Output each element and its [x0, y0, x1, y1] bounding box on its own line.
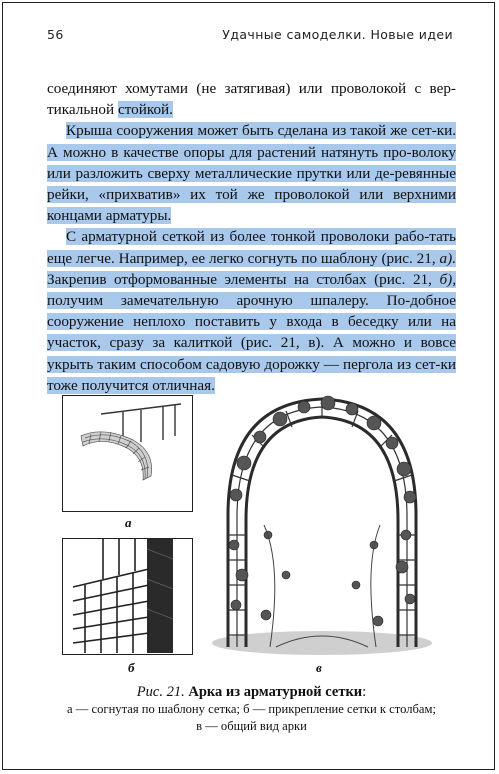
paragraph-1 [47, 78, 456, 120]
bent-mesh-illustration [63, 396, 191, 510]
figure-caption [47, 684, 456, 735]
figure-panel-b [62, 538, 193, 655]
paragraph-3 [47, 226, 456, 396]
paragraph-1-plain: соединяют хомутами (не затягивая) или проволокой с вер-тикальной [47, 80, 456, 119]
figure-number: Рис. 21. [136, 684, 185, 700]
caption-title-line [47, 684, 456, 701]
panel-label-v: в [316, 660, 322, 675]
paragraph-2 [47, 120, 456, 226]
panel-label-a: а [125, 515, 132, 530]
arch-illustration [206, 385, 438, 660]
page-number: 56 [47, 27, 64, 42]
paragraph-3-highlight [47, 228, 456, 393]
body-text [47, 78, 456, 396]
paragraph-1-highlight: стойкой. [117, 101, 173, 119]
caption-description-1: а — согнутая по шаблону сетка; б — прикрепление сетки к столбам; [67, 702, 436, 716]
figure-panel-a [62, 395, 193, 512]
figure-ref-b: б), [439, 270, 456, 288]
figure-panel-v [206, 385, 438, 660]
paragraph-2-highlight: Крыша сооружения может быть сделана из такой же сет-ки. А можно в качестве опоры для растений натянуть про-волоку или разложить сверху металлические прутки или де-ревянные рейки, «прихватив» их той же проволокой или верхними концами арматуры. [47, 122, 456, 225]
figure-title: Арка из арматурной сетки [188, 684, 363, 700]
figure-title-suffix: : [362, 684, 367, 700]
caption-description-2: в — общий вид арки [196, 719, 307, 733]
paragraph-3-part1: С арматурной сеткой из более тонкой проволоки рабо-тать еще легче. Например, ее легко согнуть по шаблону (рис. 21, [47, 228, 456, 267]
paragraph-3-part3: получим замечательную арочную шпалеру. По-добное сооружение неплохо поставить у входа в беседку или на участок, сразу за калиткой (рис. 21, в). А можно и вовсе укрыть таким способом садовую дорожку — пергола из сет-ки тоже получится отличная. [47, 292, 456, 394]
figure-ref-a: а). [439, 249, 456, 267]
paragraph-3-part2: Закрепив отформованные элементы на столбах (рис. 21, [47, 270, 440, 288]
running-title: Удачные самоделки. Новые идеи [222, 27, 453, 42]
mesh-on-post-illustration [63, 539, 191, 653]
panel-label-b: б [128, 660, 135, 675]
